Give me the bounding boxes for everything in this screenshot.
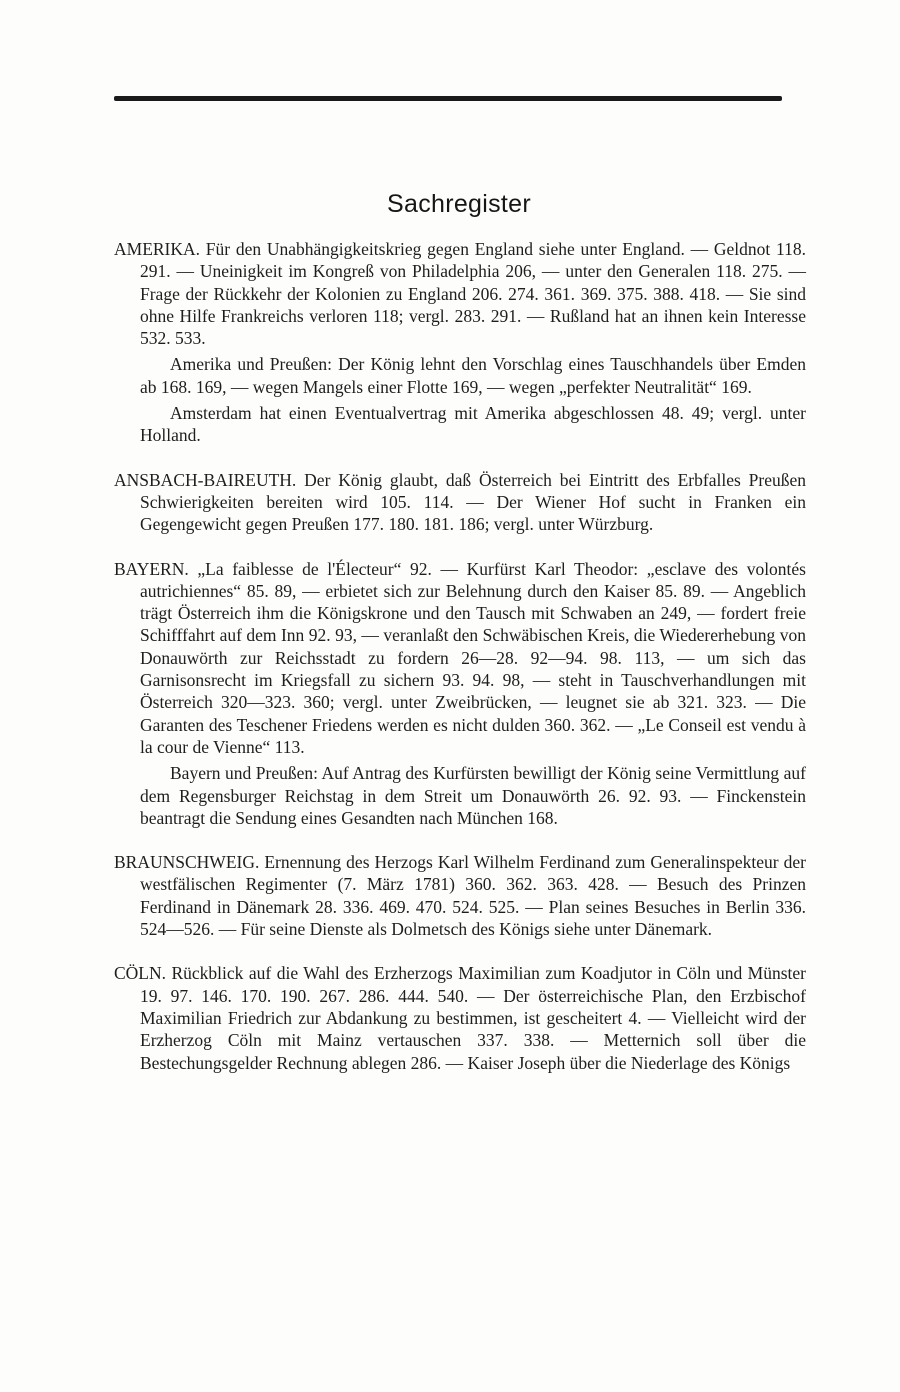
page-title: Sachregister: [387, 190, 531, 218]
index-entry-bayern: [114, 558, 806, 830]
index-entry-braunschweig: [114, 851, 806, 940]
sub-entry-paragraph: Amsterdam hat einen Eventualvertrag mit Amerika abgeschlossen 48. 49; vergl. unter Holland.: [140, 403, 806, 446]
entry-paragraph: BAYERN. „La faiblesse de l'Électeur“ 92. — Kurfürst Karl Theodor: „esclave des volontés autrichiennes“ 85. 89, — erbietet sich zur Belehnung durch den Kaiser 85. 89. — Angeblich trägt Österreich ihm die Königskrone und den Tausch mit Schwaben an 249, — fordert freie Schifffahrt auf dem Inn 92. 93, — veranlaßt den Schwäbischen Kreis, die Wiedererhebung von Donauwörth zur Reichsstadt zu fordern 26—28. 92—94. 98. 113, — um sich das Garnisonsrecht im Kriegsfall zu sichern 93. 94. 98, — steht in Tauschverhandlungen mit Österreich 320—323. 360; vergl. unter Zweibrücken, — leugnet sie ab 321. 323. — Die Garanten des Teschener Friedens werden es nicht dulden 360. 362. — „Le Conseil est vendu à la cour de Vienne“ 113.: [114, 558, 806, 757]
sub-entry-paragraph: Bayern und Preußen: Auf Antrag des Kurfürsten bewilligt der König seine Vermittlung auf dem Regensburger Reichstag in dem Streit um Donauwörth 26. 92. 93. — Finckenstein beantragt die Sendung eines Gesandten nach München 168.: [140, 763, 806, 828]
index-entries: [114, 238, 806, 1096]
entry-paragraph: BRAUNSCHWEIG. Ernennung des Herzogs Karl Wilhelm Ferdinand zum Generalinspekteur der westfälischen Regimenter (7. März 1781) 360. 362. 363. 428. — Besuch des Prinzen Ferdinand in Dänemark 28. 336. 469. 470. 524. 525. — Plan seines Besuches in Berlin 336. 524—526. — Für seine Dienste als Dolmetsch des Königs siehe unter Dänemark.: [114, 852, 806, 940]
entry-paragraph: ANSBACH-BAIREUTH. Der König glaubt, daß Österreich bei Eintritt des Erbfalles Preußen Schwierigkeiten bereiten wird 105. 114. — Der Wiener Hof sucht in Franken ein Gegengewicht gegen Preußen 177. 180. 181. 186; vergl. unter Würzburg.: [114, 469, 806, 535]
header-rule: [114, 96, 782, 101]
index-entry-amerika: [114, 238, 806, 447]
entry-paragraph: CÖLN. Rückblick auf die Wahl des Erzherzogs Maximilian zum Koadjutor in Cöln und Münster 19. 97. 146. 170. 190. 267. 286. 444. 540. — Der österreichische Plan, den Erzbischof Maximilian Friedrich zur Abdankung zu bestimmen, ist gescheitert 4. — Vielleicht wird der Erzherzog Cöln mit Mainz vertauschen 337. 338. — Metternich soll über die Bestechungsgelder Rechnung ablegen 286. — Kaiser Joseph über die Niederlage des Königs: [114, 963, 806, 1073]
sub-entry-paragraph: Amerika und Preußen: Der König lehnt den Vorschlag eines Tauschhandels über Emden ab 168. 169, — wegen Mangels einer Flotte 169, — wegen „perfekter Neutralität“ 169.: [140, 354, 806, 397]
index-entry-ansbach-baireuth: [114, 469, 806, 536]
entry-paragraph: AMERIKA. Für den Unabhängigkeitskrieg gegen England siehe unter England. — Geldnot 118. 291. — Uneinigkeit im Kongreß von Philadelphia 206, — unter den Generalen 118. 275. — Frage der Rückkehr der Kolonien zu England 206. 274. 361. 369. 375. 388. 418. — Sie sind ohne Hilfe Frankreichs verloren 118; vergl. 283. 291. — Rußland hat an ihnen kein Interesse 532. 533.: [114, 239, 806, 349]
index-entry-coeln: [114, 962, 806, 1073]
